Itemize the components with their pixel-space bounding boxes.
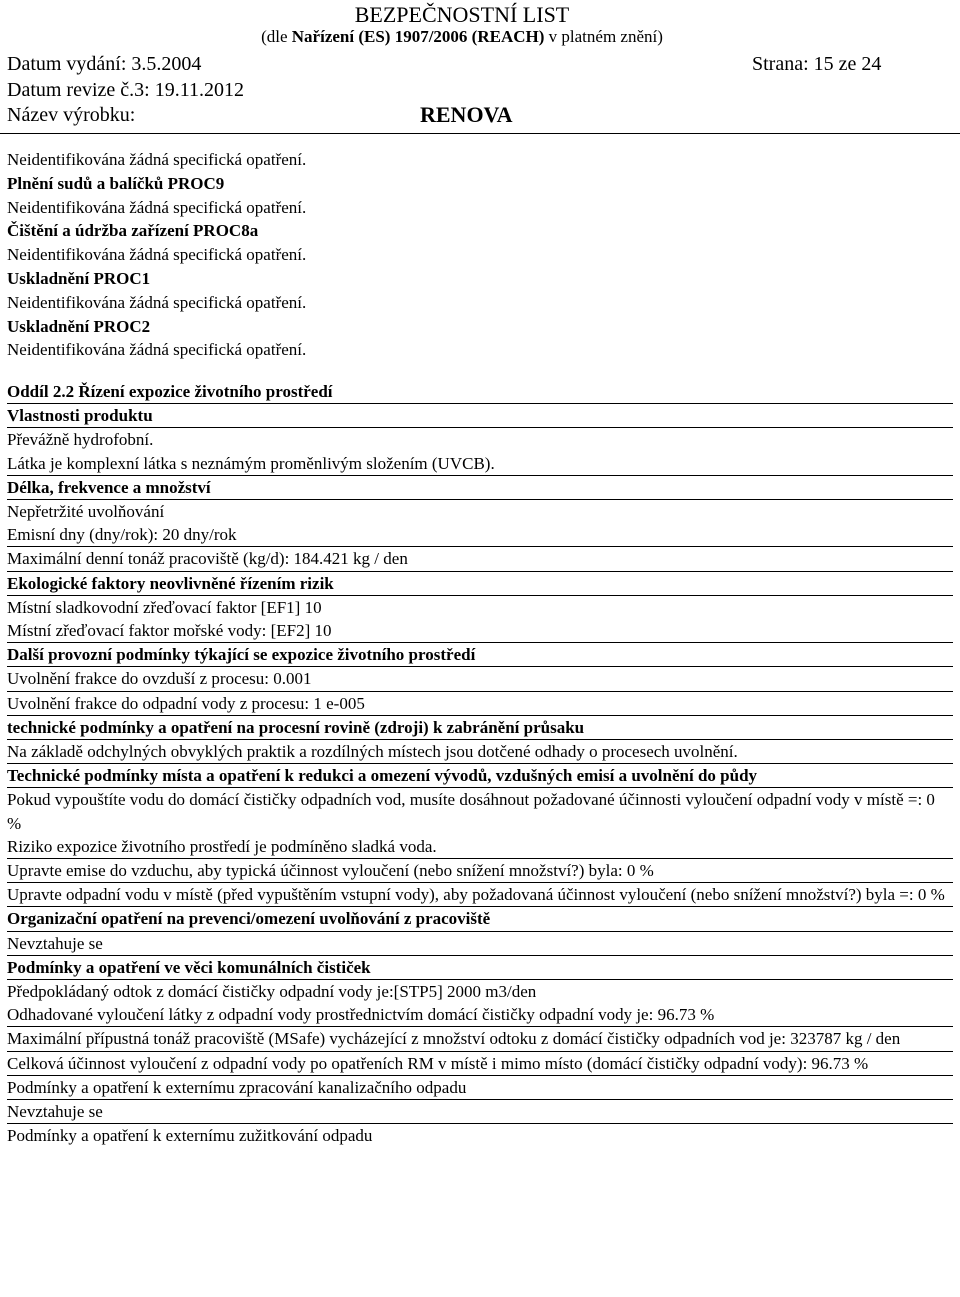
section-text: Látka je komplexní látka s neznámým proměnlivým složením (UVCB). — [7, 453, 495, 473]
section-text: Nevztahuje se — [7, 931, 953, 955]
text-line: Neidentifikována žádná specifická opatření. — [7, 245, 307, 265]
text-line: Neidentifikována žádná specifická opatření. — [7, 197, 307, 217]
section-text: Nepřetržité uvolňování — [7, 499, 953, 523]
header-divider — [0, 133, 960, 134]
section-text: Převážně hydrofobní. — [7, 427, 953, 451]
text-line: Neidentifikována žádná specifická opatření. — [7, 150, 307, 169]
section-text: Na základě odchylných obvyklých praktik a rozdílných místech jsou dotčené odhady o procesech uvolnění. — [7, 739, 953, 763]
process-heading: Uskladnění PROC1 — [7, 268, 151, 288]
text-line: Neidentifikována žádná specifická opatření. — [7, 340, 307, 360]
product-name: RENOVA — [420, 102, 513, 127]
section-heading: Podmínky a opatření ve věci komunálních čističek — [7, 955, 953, 979]
section-text: Nevztahuje se — [7, 1099, 953, 1123]
section-text: Celková účinnost vyloučení z odpadní vody po opatřeních RM v místě i mimo místo (domácí čističky odpadní vody): 96.73 % — [7, 1051, 953, 1075]
section-text: Upravte odpadní vodu v místě (před vypuštěním vstupní vody), aby požadovaná účinnost vyloučení (nebo snížení množství?) byla =: 0 % — [7, 882, 953, 906]
process-heading: Čištění a údržba zařízení PROC8a — [7, 221, 259, 241]
subtitle-suffix: v platném znění) — [544, 27, 663, 46]
section-text: Odhadované vyloučení látky z odpadní vody prostřednictvím domácí čističky odpadní vody je: 96.73 % — [7, 1005, 715, 1025]
section-text: Místní sladkovodní zřeďovací faktor [EF1] 10 — [7, 595, 953, 619]
section-text: Maximální denní tonáž pracoviště (kg/d): 184.421 kg / den — [7, 546, 953, 570]
section-heading: Délka, frekvence a množství — [7, 475, 953, 499]
section-text: Emisní dny (dny/rok): 20 dny/rok — [7, 525, 237, 545]
subtitle-regulation: Nařízení (ES) 1907/2006 (REACH) — [291, 27, 545, 46]
section-heading: Další provozní podmínky týkající se expozice životního prostředí — [7, 642, 953, 666]
section-heading: Technické podmínky místa a opatření k redukci a omezení vývodů, vzdušných emisí a uvolnění do půdy — [7, 763, 953, 787]
section-heading: technické podmínky a opatření na procesní rovině (zdroji) k zabránění průsaku — [7, 715, 953, 739]
section-text: Pokud vypouštíte vodu do domácí čističky odpadních vod, musíte dosáhnout požadované účinnosti vyloučení odpadní vody v místě =: 0 % — [7, 787, 953, 834]
section-text: Maximální přípustná tonáž pracoviště (MSafe) vycházející z množství odtoku z domácí čističky odpadních vod je: 323787 kg / den — [7, 1026, 953, 1050]
page-number: Strana: 15 ze 24 — [752, 53, 882, 75]
process-measures-list — [7, 148, 947, 362]
process-heading: Uskladnění PROC2 — [7, 316, 151, 336]
process-heading: Plnění sudů a balíčků PROC9 — [7, 173, 225, 193]
product-label: Název výrobku: — [7, 104, 136, 126]
environment-exposure-section — [7, 380, 953, 1148]
section-text: Předpokládaný odtok z domácí čističky odpadní vody je:[STP5] 2000 m3/den — [7, 979, 953, 1003]
section-heading: Organizační opatření na prevenci/omezení uvolňování z pracoviště — [7, 906, 953, 930]
section-text: Místní zřeďovací faktor mořské vody: [EF2] 10 — [7, 621, 332, 641]
text-line: Neidentifikována žádná specifická opatření. — [7, 292, 307, 312]
section-text: Uvolnění frakce do odpadní vody z procesu: 1 e-005 — [7, 691, 953, 715]
subtitle-prefix: (dle — [261, 27, 292, 46]
regulation-subtitle — [0, 27, 924, 47]
revision-date: Datum revize č.3: 19.11.2012 — [7, 79, 244, 101]
section-text: Riziko expozice životního prostředí je podmíněno sladká voda. — [7, 836, 437, 856]
section-heading: Oddíl 2.2 Řízení expozice životního prostředí — [7, 382, 333, 401]
section-text: Upravte emise do vzduchu, aby typická účinnost vyloučení (nebo snížení množství?) byla: 0 % — [7, 858, 953, 882]
section-text: Podmínky a opatření k externímu zužitkování odpadu — [7, 1123, 953, 1147]
section-text: Podmínky a opatření k externímu zpracování kanalizačního odpadu — [7, 1075, 953, 1099]
section-heading: Vlastnosti produktu — [7, 403, 953, 427]
issue-date: Datum vydání: 3.5.2004 — [7, 53, 202, 75]
section-text: Uvolnění frakce do ovzduší z procesu: 0.001 — [7, 666, 953, 690]
document-title: BEZPEČNOSTNÍ LIST — [354, 2, 570, 27]
section-heading: Ekologické faktory neovlivněné řízením rizik — [7, 571, 953, 595]
